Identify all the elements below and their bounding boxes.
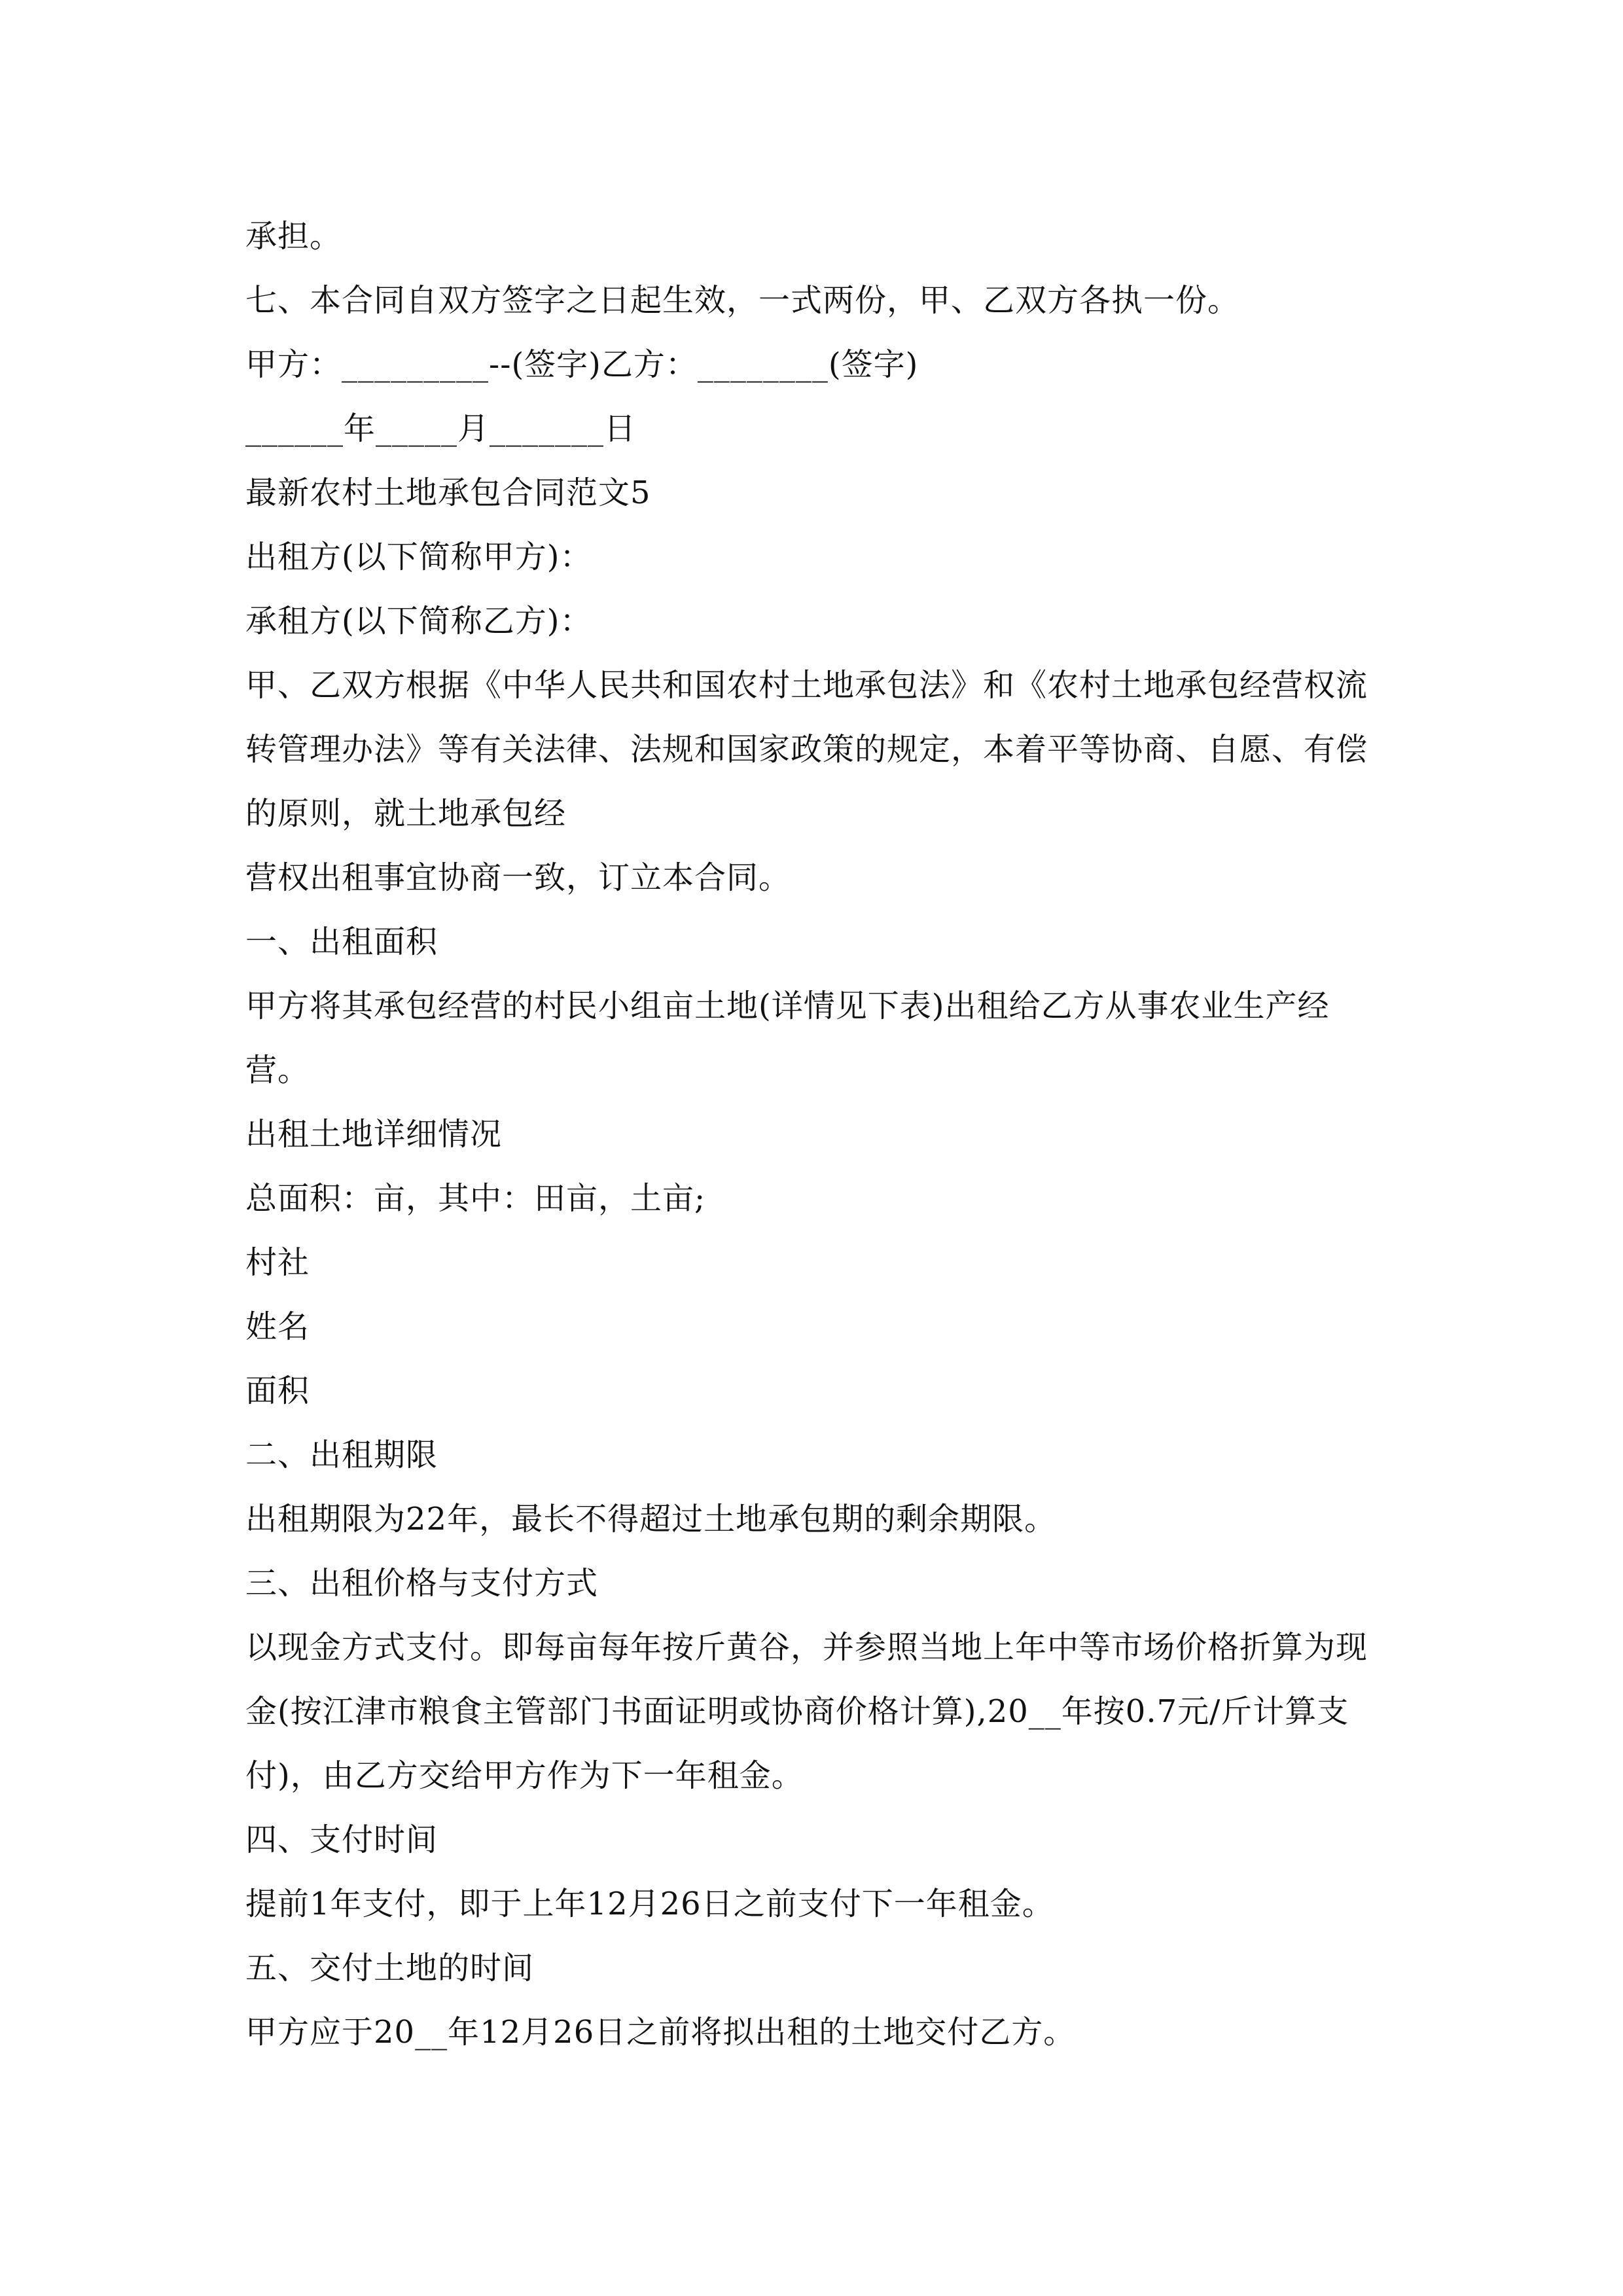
text-line: 甲方应于20__年12月26日之前将拟出租的土地交付乙方。 <box>245 2014 1076 2051</box>
clause-heading: 一、出租面积 <box>245 924 438 960</box>
text-line: 甲、乙双方根据《中华人民共和国农村土地承包法》和《农村土地承包经营权流 <box>245 667 1368 704</box>
field-label: 面积 <box>245 1372 310 1409</box>
document-body <box>245 204 1384 2064</box>
section-title: 最新农村土地承包合同范文5 <box>245 475 651 511</box>
text-line: 七、本合同自双方签字之日起生效，一式两份，甲、乙双方各执一份。 <box>245 282 1240 319</box>
field-label: 姓名 <box>245 1308 310 1345</box>
text-line: 承担。 <box>245 218 342 255</box>
text-line: 营。 <box>245 1052 310 1088</box>
text-line: 出租期限为22年，最长不得超过土地承包期的剩余期限。 <box>245 1501 1057 1537</box>
text-line: 总面积：亩，其中：田亩，土亩; <box>245 1180 706 1217</box>
text-line: 出租土地详细情况 <box>245 1116 503 1153</box>
text-line: 转管理办法》等有关法律、法规和国家政策的规定，本着平等协商、自愿、有偿 <box>245 731 1368 768</box>
text-line: 提前1年支付，即于上年12月26日之前支付下一年租金。 <box>245 1886 1054 1922</box>
party-b-line: 承租方(以下简称乙方)： <box>245 603 592 639</box>
text-line: 金(按江津市粮食主管部门书面证明或协商价格计算),20__年按0.7元/斤计算支 <box>245 1693 1349 1730</box>
field-label: 村社 <box>245 1244 310 1281</box>
party-a-line: 出租方(以下简称甲方)： <box>245 539 592 575</box>
clause-heading: 五、交付土地的时间 <box>245 1950 535 1986</box>
date-line: ______年_____月_______日 <box>245 410 637 447</box>
text-line: 以现金方式支付。即每亩每年按斤黄谷，并参照当地上年中等市场价格折算为现 <box>245 1629 1368 1666</box>
clause-heading: 三、出租价格与支付方式 <box>245 1565 599 1602</box>
text-line: 营权出租事宜协商一致，订立本合同。 <box>245 859 791 896</box>
text-line: 甲方将其承包经营的村民小组亩土地(详情见下表)出租给乙方从事农业生产经 <box>245 988 1330 1024</box>
clause-heading: 二、出租期限 <box>245 1437 438 1473</box>
clause-heading: 四、支付时间 <box>245 1821 438 1858</box>
text-line: 付)，由乙方交给甲方作为下一年租金。 <box>245 1757 804 1794</box>
text-line: 的原则，就土地承包经 <box>245 795 567 832</box>
signature-line: 甲方：_________--(签字)乙方：________(签字) <box>245 346 919 383</box>
